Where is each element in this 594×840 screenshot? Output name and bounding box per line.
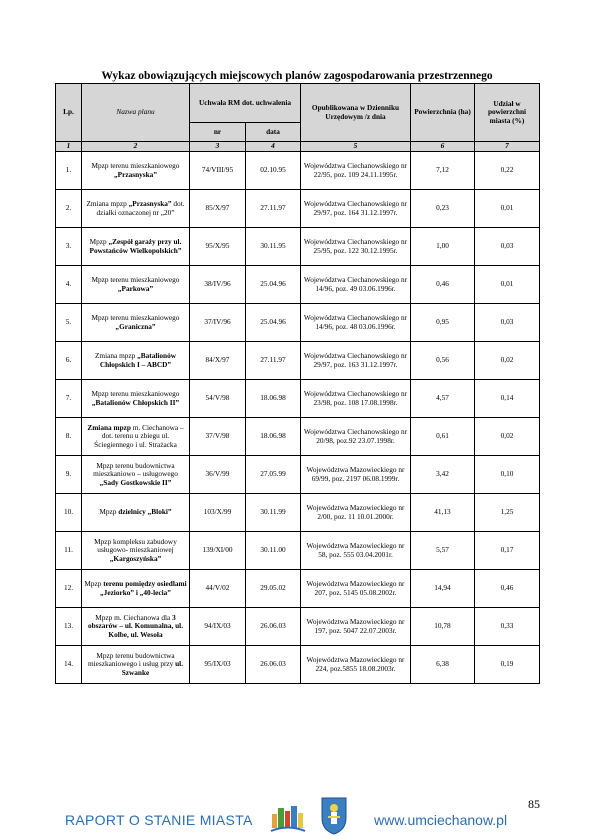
row-area: 0,56 — [411, 342, 475, 380]
row-share: 0,19 — [475, 646, 540, 684]
row-publication: Województwa Mazowieckiego nr 224, poz.5855 18.08.2003r. — [301, 646, 411, 684]
row-lp: 3. — [56, 228, 82, 266]
row-resolution-nr: 37/V/98 — [190, 418, 246, 456]
row-publication: Województwa Ciechanowskiego nr 29/97, poz. 164 31.12.1997r. — [301, 190, 411, 228]
plan-name-segment: „Zespół garaży przy ul. Powstańców Wielkopolskich” — [89, 237, 182, 255]
plan-name-segment: dzielnicy „Bloki” — [118, 507, 172, 517]
row-resolution-date: 26.06.03 — [246, 646, 301, 684]
plan-name-segment: Mpzp terenu mieszkaniowego — [91, 313, 180, 323]
plan-name-segment: Mpzp terenu budownictwa mieszkaniowo – usługowego — [93, 461, 178, 479]
row-resolution-nr: 94/IX/03 — [190, 608, 246, 646]
plan-name-segment: Mpzp — [99, 507, 119, 517]
index-cell: 5 — [301, 142, 411, 152]
row-plan-name — [82, 570, 190, 608]
row-resolution-date: 30.11.99 — [246, 494, 301, 532]
row-resolution-date: 18.06.98 — [246, 418, 301, 456]
row-area: 7,12 — [411, 152, 475, 190]
table-row — [56, 152, 540, 190]
row-area: 6,38 — [411, 646, 475, 684]
plan-name-segment: Mpzp kompleksu zabudowy usługowo- mieszkaniowej — [94, 537, 177, 555]
column-index-row — [56, 142, 540, 152]
row-share: 0,03 — [475, 228, 540, 266]
plan-name-segment: ul. Szwanke — [121, 659, 184, 677]
row-resolution-nr: 84/X/97 — [190, 342, 246, 380]
row-plan-name — [82, 456, 190, 494]
row-resolution-nr: 54/V/98 — [190, 380, 246, 418]
plan-name-segment: terenu pomiędzy osiedlami „Jeziorko” i „40-lecia” — [100, 579, 187, 597]
row-share: 0,46 — [475, 570, 540, 608]
row-lp: 1. — [56, 152, 82, 190]
page-title: Wykaz obowiązujących miejscowych planów zagospodarowania przestrzennego — [101, 70, 493, 82]
table-row — [56, 304, 540, 342]
row-share: 0,33 — [475, 608, 540, 646]
index-cell: 7 — [475, 142, 540, 152]
plan-name-segment: 3 obszarów – ul. Komunalna, ul. Kolbe, ul. Wesoła — [87, 613, 184, 639]
index-cell: 2 — [82, 142, 190, 152]
footer-website: www.umciechanow.pl — [374, 812, 508, 828]
city-logo-icon — [268, 800, 308, 836]
row-plan-name — [82, 342, 190, 380]
row-resolution-date: 30.11.00 — [246, 532, 301, 570]
row-share: 0,02 — [475, 342, 540, 380]
row-lp: 7. — [56, 380, 82, 418]
row-area: 1,00 — [411, 228, 475, 266]
index-cell: 1 — [56, 142, 82, 152]
row-lp: 5. — [56, 304, 82, 342]
plan-name-segment: „Przasnyska” — [114, 169, 157, 179]
row-resolution-nr: 44/V/02 — [190, 570, 246, 608]
row-area: 5,57 — [411, 532, 475, 570]
table-row — [56, 342, 540, 380]
row-plan-name — [82, 152, 190, 190]
row-area: 0,46 — [411, 266, 475, 304]
header-nazwa: Nazwa planu — [82, 84, 190, 142]
table-row — [56, 570, 540, 608]
row-plan-name — [82, 494, 190, 532]
row-resolution-date: 30.11.95 — [246, 228, 301, 266]
row-lp: 9. — [56, 456, 82, 494]
row-share: 0,01 — [475, 266, 540, 304]
row-publication: Województwa Ciechanowskiego nr 23/98, poz. 108 17.08.1998r. — [301, 380, 411, 418]
plan-name-segment: Mpzp m. Ciechanowa dla — [95, 613, 173, 623]
header-lp: Lp. — [56, 84, 82, 142]
row-publication: Województwa Ciechanowskiego nr 22/95, poz. 109 24.11.1995r. — [301, 152, 411, 190]
row-resolution-nr: 103/X/99 — [190, 494, 246, 532]
row-share: 0,10 — [475, 456, 540, 494]
header-opublikowana: Opublikowana w Dzienniku Urzędowym /z dnia — [301, 84, 411, 142]
row-share: 0,02 — [475, 418, 540, 456]
plan-name-segment: „Batalionów Chłopskich I – ABCD” — [99, 351, 177, 369]
table-row — [56, 456, 540, 494]
header-data: data — [246, 123, 301, 142]
row-lp: 13. — [56, 608, 82, 646]
row-resolution-nr: 36/V/99 — [190, 456, 246, 494]
row-lp: 10. — [56, 494, 82, 532]
row-publication: Województwa Mazowieckiego nr 197, poz. 5047 22.07.2003r. — [301, 608, 411, 646]
row-resolution-date: 02.10.95 — [246, 152, 301, 190]
footer-report-title: RAPORT O STANIE MIASTA — [65, 812, 253, 828]
row-plan-name — [82, 266, 190, 304]
row-publication: Województwa Mazowieckiego nr 58, poz. 555 03.04.2001r. — [301, 532, 411, 570]
plan-name-segment: „Batalionów Chłopskich II” — [91, 397, 180, 407]
plan-name-segment: „Parkowa” — [117, 283, 154, 293]
row-publication: Województwa Ciechanowskiego nr 29/97, poz. 163 31.12.1997r. — [301, 342, 411, 380]
row-resolution-date: 27.11.97 — [246, 342, 301, 380]
row-lp: 11. — [56, 532, 82, 570]
row-lp: 8. — [56, 418, 82, 456]
row-resolution-date: 26.06.03 — [246, 608, 301, 646]
row-lp: 12. — [56, 570, 82, 608]
header-powierzchnia: Powierzchnia (ha) — [411, 84, 475, 142]
plans-table-body — [56, 152, 540, 684]
row-resolution-nr: 37/IV/96 — [190, 304, 246, 342]
row-plan-name — [82, 646, 190, 684]
row-share: 0,03 — [475, 304, 540, 342]
header-nr: nr — [190, 123, 246, 142]
table-row — [56, 418, 540, 456]
row-share: 0,01 — [475, 190, 540, 228]
row-share: 0,17 — [475, 532, 540, 570]
plan-name-segment: Mpzp terenu mieszkaniowego — [91, 275, 180, 285]
index-cell: 4 — [246, 142, 301, 152]
header-uchwala: Uchwała RM dot. uchwalenia — [190, 84, 301, 123]
row-plan-name — [82, 380, 190, 418]
plan-name-segment: Mpzp terenu mieszkaniowego — [91, 161, 180, 171]
row-area: 0,23 — [411, 190, 475, 228]
row-publication: Województwa Ciechanowskiego nr 14/96, poz. 48 03.06.1996r. — [301, 304, 411, 342]
row-publication: Województwa Ciechanowskiego nr 25/95, poz. 122 30.12.1995r. — [301, 228, 411, 266]
row-area: 41,13 — [411, 494, 475, 532]
plan-name-segment: Mpzp terenu mieszkaniowego — [91, 389, 180, 399]
plan-name-segment: Zmiana mpzp — [86, 199, 129, 209]
row-resolution-date: 25.04.96 — [246, 304, 301, 342]
row-plan-name — [82, 228, 190, 266]
row-resolution-nr: 95/X/95 — [190, 228, 246, 266]
plan-name-segment: Zmiana mpzp — [94, 351, 138, 361]
header-udzial: Udział w powierzchni miasta (%) — [475, 84, 540, 142]
plan-name-segment: Mpzp terenu budownictwa mieszkaniowego i usług przy — [87, 651, 176, 669]
row-resolution-nr: 38/IV/96 — [190, 266, 246, 304]
row-resolution-date: 18.06.98 — [246, 380, 301, 418]
row-plan-name — [82, 190, 190, 228]
row-resolution-nr: 139/XI/00 — [190, 532, 246, 570]
plan-name-segment: m. Ciechanowa – dot. terenu u zbiegu ul. Ściegiennego i ul. Strażacka — [94, 423, 184, 449]
row-publication: Województwa Mazowieckiego nr 207, poz. 5145 05.08.2002r. — [301, 570, 411, 608]
row-resolution-date: 29.05.02 — [246, 570, 301, 608]
row-publication: Województwa Mazowieckiego nr 2/00, poz. 11 10.01.2000r. — [301, 494, 411, 532]
row-share: 1,25 — [475, 494, 540, 532]
row-share: 0,14 — [475, 380, 540, 418]
plan-name-segment: Mpzp — [84, 579, 104, 589]
row-area: 0,95 — [411, 304, 475, 342]
row-resolution-date: 25.04.96 — [246, 266, 301, 304]
row-resolution-date: 27.11.97 — [246, 190, 301, 228]
plan-name-segment: dot. działki oznaczonej nr „20” — [96, 199, 185, 217]
table-row — [56, 266, 540, 304]
row-area: 3,42 — [411, 456, 475, 494]
plans-table — [55, 83, 540, 684]
row-publication: Województwa Ciechanowskiego nr 20/98, poz.92 23.07.1998r. — [301, 418, 411, 456]
table-row — [56, 646, 540, 684]
row-lp: 14. — [56, 646, 82, 684]
row-lp: 4. — [56, 266, 82, 304]
row-plan-name — [82, 418, 190, 456]
table-row — [56, 532, 540, 570]
row-area: 4,57 — [411, 380, 475, 418]
row-plan-name — [82, 608, 190, 646]
row-area: 10,78 — [411, 608, 475, 646]
plan-name-segment: Zmiana mpzp — [87, 423, 131, 433]
row-resolution-nr: 85/X/97 — [190, 190, 246, 228]
plan-name-segment: „Sady Gostkowskie II” — [99, 477, 172, 487]
row-plan-name — [82, 532, 190, 570]
index-cell: 3 — [190, 142, 246, 152]
row-share: 0,22 — [475, 152, 540, 190]
row-area: 14,94 — [411, 570, 475, 608]
table-row — [56, 494, 540, 532]
row-resolution-date: 27.05.99 — [246, 456, 301, 494]
table-row — [56, 608, 540, 646]
plan-name-segment: Mpzp — [89, 237, 109, 247]
table-row — [56, 190, 540, 228]
row-lp: 6. — [56, 342, 82, 380]
row-lp: 2. — [56, 190, 82, 228]
table-row — [56, 228, 540, 266]
page-number: 85 — [528, 797, 540, 811]
row-area: 0,61 — [411, 418, 475, 456]
row-resolution-nr: 74/VIII/95 — [190, 152, 246, 190]
table-row — [56, 380, 540, 418]
coat-of-arms-icon — [320, 796, 348, 836]
row-publication: Województwa Mazowieckiego nr 69/99, poz. 2197 06.08.1999r. — [301, 456, 411, 494]
index-cell: 6 — [411, 142, 475, 152]
row-plan-name — [82, 304, 190, 342]
plan-name-segment: „Kargoszyńska” — [109, 553, 162, 563]
row-resolution-nr: 95/IX/03 — [190, 646, 246, 684]
plan-name-segment: „Przasnyska” — [128, 199, 172, 209]
row-publication: Województwa Ciechanowskiego nr 14/96, poz. 49 03.06.1996r. — [301, 266, 411, 304]
plan-name-segment: „Graniczna” — [115, 321, 156, 331]
